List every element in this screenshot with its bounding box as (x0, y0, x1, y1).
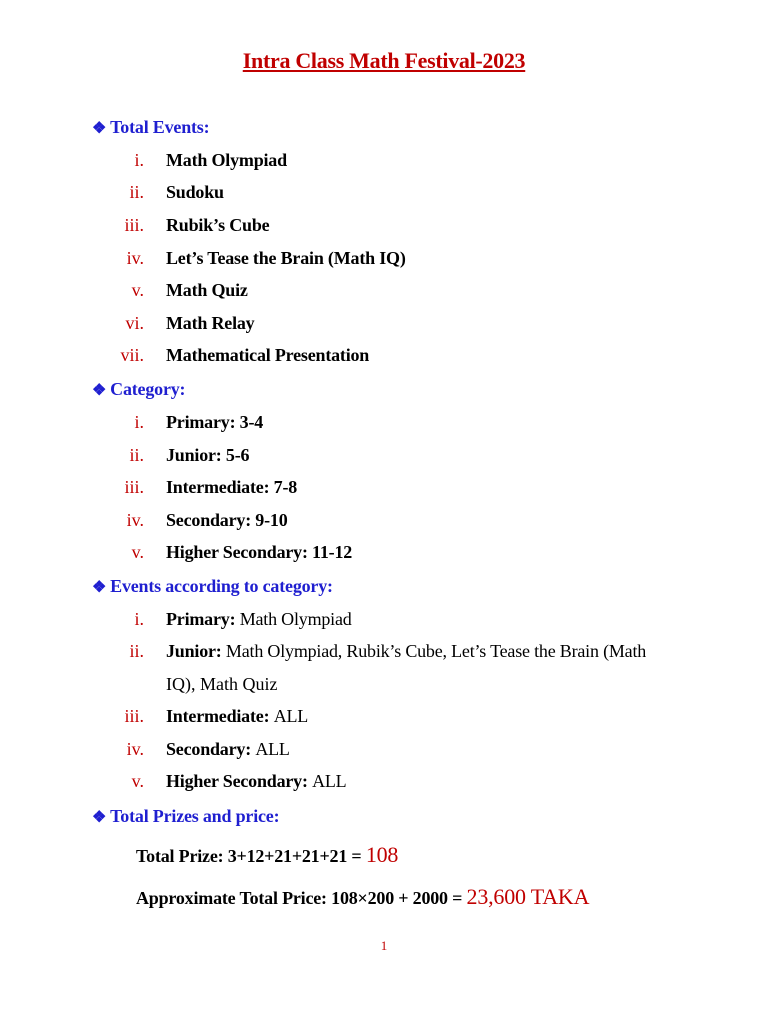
list-item: iii. Intermediate: ALL (124, 706, 309, 726)
diamond-bullet-icon: ❖ (92, 809, 107, 826)
approx-price-line: Approximate Total Price: 108×200 + 2000 = 23,600 TAKA (136, 884, 590, 909)
approx-price-value: 23,600 TAKA (466, 884, 590, 909)
list-item: ii. Junior: Math Olympiad, Rubik’s Cube, Let’s Tease the Brain (Math (129, 641, 647, 661)
list-item: i. Primary: Math Olympiad (134, 609, 352, 629)
diamond-bullet-icon: ❖ (92, 382, 107, 399)
list-item: i. Primary: 3-4 (134, 412, 264, 432)
section-heading-label: Category: (110, 379, 186, 399)
list-item-continuation: IQ), Math Quiz (166, 674, 278, 694)
section-heading-label: Total Prizes and price: (110, 806, 280, 826)
list-item: ii. Sudoku (129, 182, 224, 202)
total-prize-line: Total Prize: 3+12+21+21+21 = 108 (136, 842, 399, 867)
diamond-bullet-icon: ❖ (92, 120, 107, 137)
list-item: iv. Let’s Tease the Brain (Math IQ) (126, 248, 406, 268)
total-prize-value: 108 (365, 842, 399, 867)
list-item: ii. Junior: 5-6 (129, 445, 250, 465)
page-title: Intra Class Math Festival-2023 (242, 48, 526, 73)
section-heading-label: Events according to category: (110, 576, 333, 596)
section-heading-events (92, 117, 209, 138)
list-item: i. Math Olympiad (134, 150, 287, 170)
list-item: iv. Secondary: 9-10 (126, 510, 288, 530)
section-heading-events-by-category (92, 576, 333, 597)
list-item: iii. Intermediate: 7-8 (124, 477, 298, 497)
list-item: vi. Math Relay (125, 313, 255, 333)
page-number: 1 (380, 938, 388, 953)
list-item: iii. Rubik’s Cube (124, 215, 270, 235)
list-item: v. Higher Secondary: ALL (131, 771, 347, 791)
section-heading-category (92, 379, 185, 400)
section-heading-prizes (92, 806, 279, 827)
list-item: v. Higher Secondary: 11-12 (131, 542, 353, 562)
list-item: vii. Mathematical Presentation (120, 345, 370, 365)
section-heading-label: Total Events: (110, 117, 210, 137)
list-item: v. Math Quiz (131, 280, 248, 300)
diamond-bullet-icon: ❖ (92, 579, 107, 596)
list-item: iv. Secondary: ALL (126, 739, 290, 759)
